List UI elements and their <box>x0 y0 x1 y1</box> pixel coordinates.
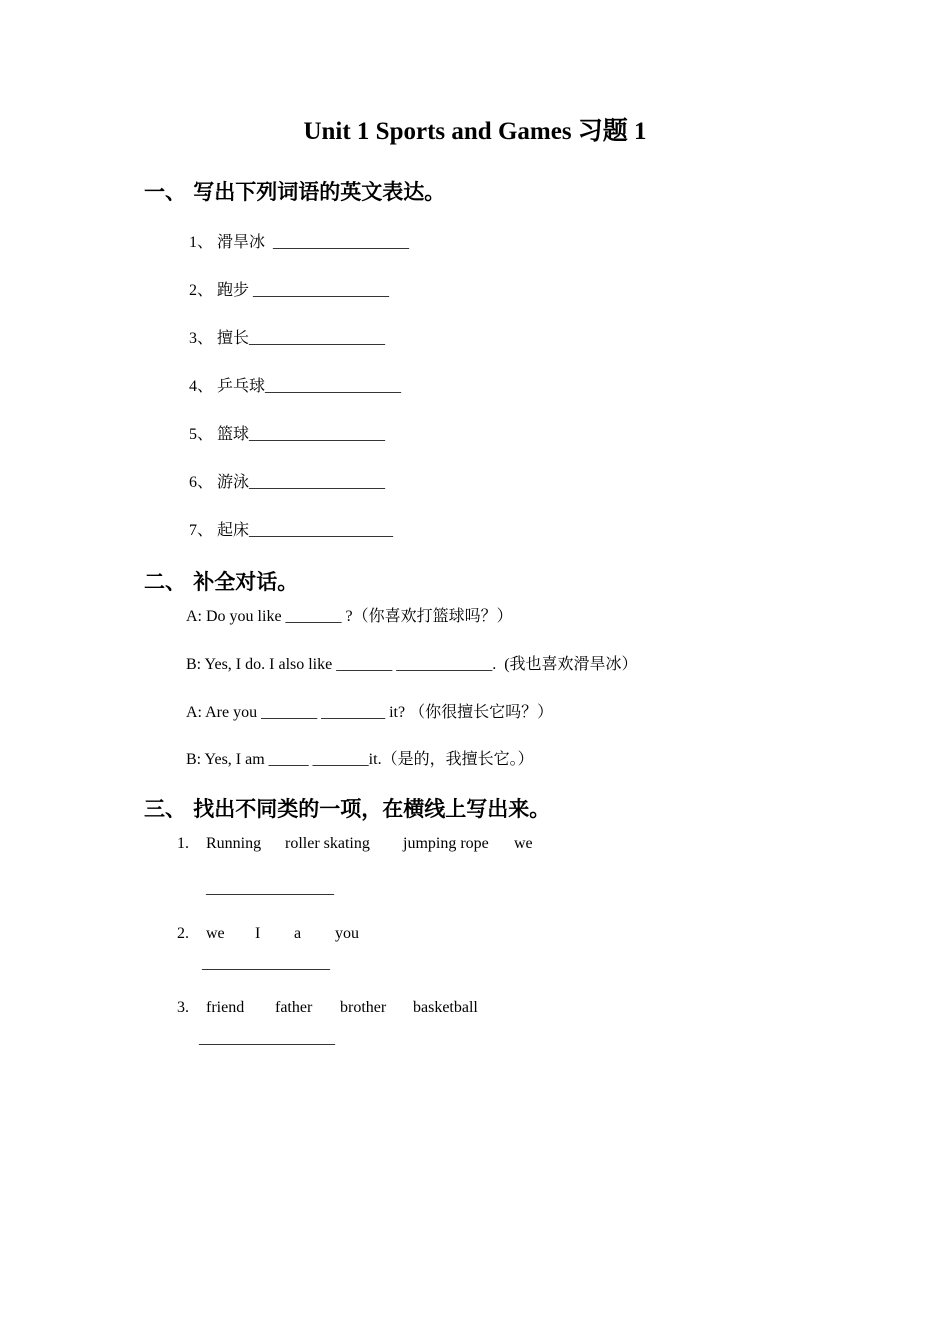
section3-heading: 三、 找出不同类的一项，在横线上写出来。 <box>144 797 551 821</box>
option-word: you <box>335 925 359 942</box>
dialogue-line: B: Yes, I am _____ _______it.（是的，我擅长它。） <box>186 751 534 768</box>
dialogue-line: A: Are you _______ ________ it? （你很擅长它吗？） <box>186 704 554 721</box>
answer-blank: ________________ <box>202 955 330 972</box>
vocab-item: 2、 跑步 _________________ <box>189 282 390 299</box>
question-number: 2. <box>177 925 189 942</box>
vocab-item: 1、 滑旱冰 _________________ <box>189 234 410 251</box>
option-word: brother <box>340 999 387 1016</box>
dialogue-line: A: Do you like _______ ?（你喜欢打篮球吗？） <box>186 608 513 625</box>
option-word: Running <box>206 835 262 852</box>
option-word: we <box>206 925 225 942</box>
option-word: a <box>294 925 302 942</box>
option-word: father <box>275 999 313 1016</box>
section1-heading: 一、 写出下列词语的英文表达。 <box>144 180 446 204</box>
option-word: roller skating <box>285 835 370 852</box>
vocab-item: 4、 乒乓球_________________ <box>189 378 402 395</box>
section2-heading: 二、 补全对话。 <box>144 570 299 594</box>
option-word: we <box>514 835 533 852</box>
dialogue-line: B: Yes, I do. I also like _______ ____________. (我也喜欢滑旱冰） <box>186 656 638 673</box>
question-number: 1. <box>177 835 189 852</box>
answer-blank: ________________ <box>206 880 334 897</box>
option-word: jumping rope <box>403 835 489 852</box>
option-word: friend <box>206 999 245 1016</box>
vocab-item: 5、 篮球_________________ <box>189 426 386 443</box>
page-title: Unit 1 Sports and Games 习题 1 <box>303 118 647 145</box>
option-word: I <box>255 925 261 942</box>
question-number: 3. <box>177 999 189 1016</box>
vocab-item: 3、 擅长_________________ <box>189 330 386 347</box>
vocab-item: 7、 起床__________________ <box>189 522 394 539</box>
vocab-item: 6、 游泳_________________ <box>189 474 386 491</box>
option-word: basketball <box>413 999 478 1016</box>
answer-blank: _________________ <box>199 1030 335 1047</box>
